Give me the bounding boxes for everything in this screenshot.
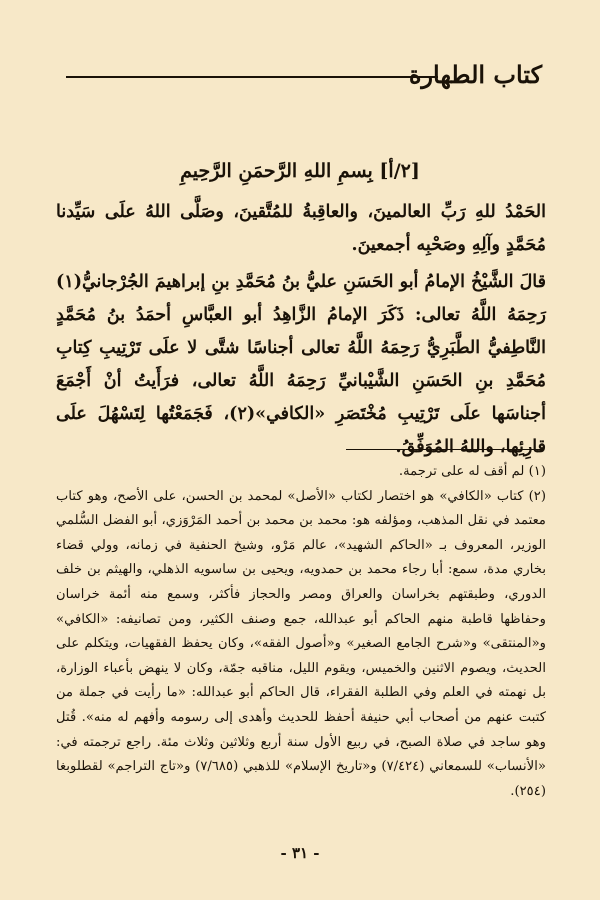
main-text [56, 196, 546, 464]
main-paragraph-2: قالَ الشَّيْخُ الإمامُ أبو الحَسَنِ عليُّ بنُ مُحَمَّدِ بنِ إبراهيمَ الجُرْجانيُّ(١) رَحِمَهُ اللَّهُ تعالى: ذَكَرَ الإمامُ الزَّاهِدُ أبو العبَّاسِ أحمَدُ بنُ مُحَمَّدٍ النَّاطِفيُّ الطَّبَرِيُّ رَحِمَهُ اللَّهُ تعالى أجناسًا شتَّى لا علَى تَرْتِيبِ كِتابِ مُحَمَّدِ بنِ الحَسَنِ الشَّيْبانيِّ رَحِمَهُ اللَّهُ تعالى، فرَأَيتُ أنْ أَجْمَعَ أجناسَها علَى تَرْتِيبِ مُخْتَصَرِ «الكافي»(٢)، فَجَمَعْتُها لِتَسْهُلَ علَى قارِئِها، واللهُ المُوَفِّقُ. [56, 272, 546, 457]
header-rule [66, 76, 438, 78]
main-paragraph-1: الحَمْدُ للهِ رَبِّ العالمينَ، والعاقِبةُ للمُتَّقينَ، وصَلَّى اللهُ علَى سَيِّدنا مُحَمَّدٍ وآلِهِ وصَحْبِه أجمعينَ. [56, 202, 546, 255]
basmala-heading: [٢/أ] بِسمِ اللهِ الرَّحمَنِ الرَّحِيمِ [180, 160, 420, 182]
footnotes [56, 460, 546, 804]
footnote-1: (١) لم أقف له على ترجمة. [398, 464, 546, 479]
footnote-2: (٢) كتاب «الكافي» هو اختصار لكتاب «الأصل» لمحمد بن الحسن، على الأصح، وهو كتاب معتمد في نقل المذهب، ومؤلفه هو: محمد بن محمد بن أحمد المَرْوَزي، أبو الفضل السُّلمي الوزير، المعروف بـ «الحاكم الشهيد»، عالم مَرْو، وشيخ الحنفية في زمانه، وولي قضاء بخاري مدة، سمع: أبا رجاء محمد بن حمدويه، ويحيى بن ساسويه الذهلي، والهيثم بن خلف الدوري، وطبقتهم بخراسان والعراق ومصر والحجاز فأكثر، وسمع منه أئمة خراسان وحفاظها قاطبة منهم الحاكم أبو عبدالله، جمع وصنف الكثير، ومن تصانيفه: «الكافي» و«المنتقى» و«شرح الجامع الصغير» و«أصول الفقه»، وكان يحفظ الفقهيات، ويتكلم على الحديث، ويصوم الاثنين والخميس، ويقوم الليل، مناقبه جمّة، وكان لا ينهض بأعباء الوزارة، بل نهمته في العلم وفي الطلبة الفقراء، قال الحاكم أبو عبدالله: «ما رأيت في جملة من كتبت عنهم من أصحاب أبي حنيفة أحفظ للحديث وأهدى إلى رسومه وأفهم له منه». قُتل وهو ساجد في صلاة الصبح، في ربيع الأول سنة أربع وثلاثين وثلاث مئة. راجع ترجمته في: «الأنساب» للسمعاني (٧/٤٢٤) و«تاريخ الإسلام» للذهبي (٧/٦٨٥) و«تاج التراجم» لقطلوبغا (٢٥٤). [56, 488, 546, 799]
running-header-title: كتاب الطهارة [408, 60, 542, 89]
footnote-separator [346, 449, 544, 450]
page-number: - ٣١ - [280, 844, 320, 862]
